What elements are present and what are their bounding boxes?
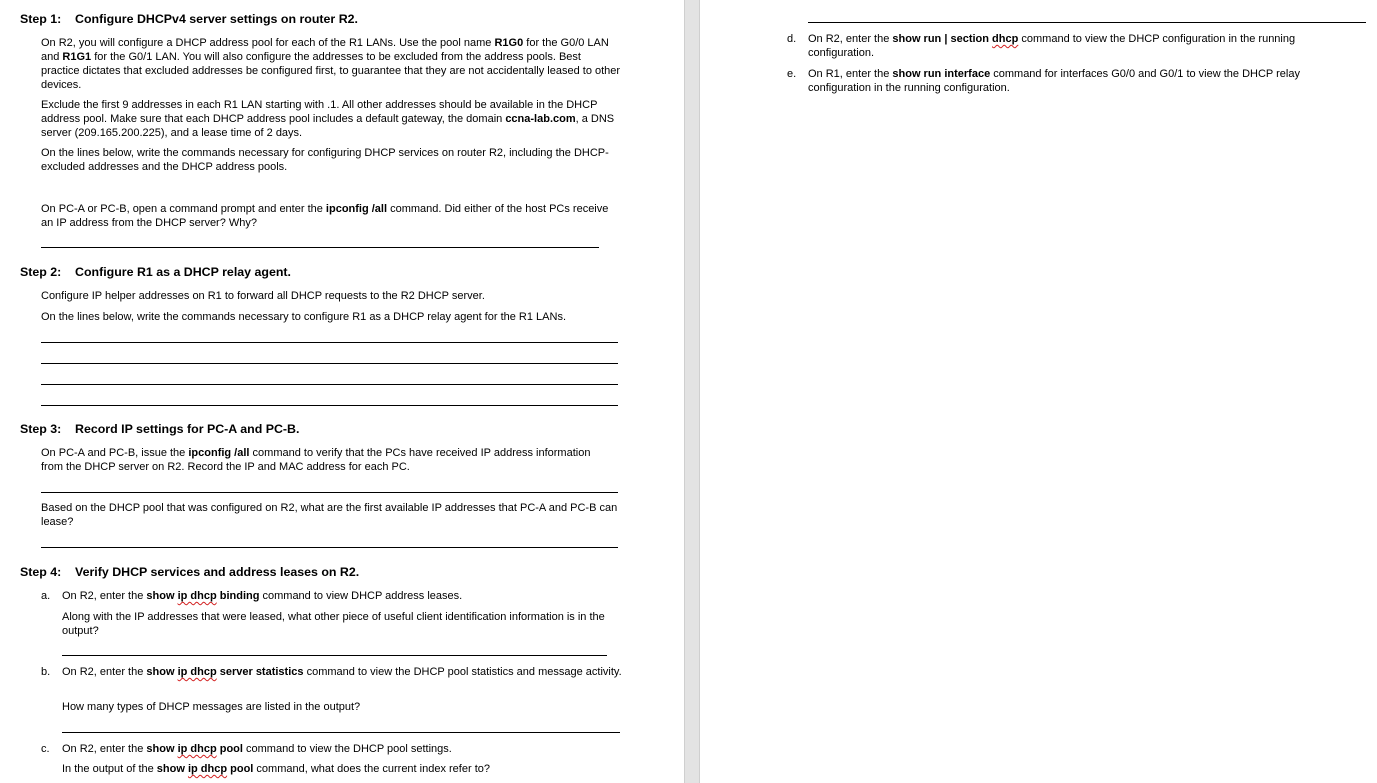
step2-number: Step 2: — [20, 265, 62, 279]
step2-paragraph-2: On the lines below, write the commands necessary to configure R1 as a DHCP relay agent for the R1 LANs. — [41, 311, 566, 323]
step2-heading — [20, 265, 291, 279]
pool-name-r1g1: R1G1 — [62, 51, 92, 63]
step1-paragraph-2: Exclude the first 9 addresses in each R1 LAN starting with .1. All other addresses should be available in the DHCP address pool. Make sure that each DHCP address pool includes a default gateway, the domain ccna-lab.com, a DNS server (209.165.200.225), and a lease time of 2 days. — [41, 99, 615, 139]
step1-title: Configure DHCPv4 server settings on router R2. — [75, 12, 358, 26]
document-page-2 — [700, 0, 1377, 783]
domain-name: ccna-lab.com — [505, 113, 576, 125]
step3-paragraph-1: On PC-A and PC-B, issue the ipconfig /all command to verify that the PCs have received IP address information from the DHCP server on R2. Record the IP and MAC address for each PC. — [41, 447, 591, 473]
answer-line[interactable] — [41, 247, 599, 248]
step4-item-a-question: Along with the IP addresses that were leased, what other piece of useful client identification information is in the output? — [62, 611, 605, 637]
show-ip-dhcp-server-statistics-command: show ip dhcp server statistics — [146, 666, 304, 678]
list-label-c: c. — [41, 743, 50, 755]
step1-paragraph-3: On the lines below, write the commands necessary for configuring DHCP services on router R2, including the DHCP-excluded addresses and the DHCP address pools. — [41, 147, 609, 173]
pool-name-r1g0: R1G0 — [494, 37, 524, 49]
list-label-b: b. — [41, 666, 51, 678]
step4-heading — [20, 565, 359, 579]
answer-line[interactable] — [41, 492, 618, 493]
step4-item-c: On R2, enter the show ip dhcp pool command to view the DHCP pool settings. — [62, 743, 452, 755]
step3-title: Record IP settings for PC-A and PC-B. — [75, 422, 300, 436]
ipconfig-command: ipconfig /all — [188, 447, 250, 459]
show-ip-dhcp-binding-command: show ip dhcp binding — [146, 590, 260, 602]
answer-line[interactable] — [41, 405, 618, 406]
list-label-d: d. — [787, 33, 797, 45]
show-run-interface-command: show run interface — [892, 68, 991, 80]
step3-paragraph-2: Based on the DHCP pool that was configured on R2, what are the first available IP addresses that PC-A and PC-B can lease? — [41, 502, 618, 528]
step2-paragraph-1: Configure IP helper addresses on R1 to forward all DHCP requests to the R2 DHCP server. — [41, 290, 485, 302]
step3-heading — [20, 422, 299, 436]
step4-item-b: On R2, enter the show ip dhcp server statistics command to view the DHCP pool statistics and message activity. — [62, 666, 622, 678]
list-label-e: e. — [787, 68, 797, 80]
show-ip-dhcp-pool-command: show ip dhcp pool — [146, 743, 243, 755]
step4-item-c-question: In the output of the show ip dhcp pool command, what does the current index refer to? — [62, 763, 490, 775]
answer-line[interactable] — [41, 547, 618, 548]
step1-number: Step 1: — [20, 12, 62, 26]
step4-item-b-question: How many types of DHCP messages are listed in the output? — [62, 701, 361, 713]
step1-paragraph-1: On R2, you will configure a DHCP address pool for each of the R1 LANs. Use the pool name R1G0 for the G0/0 LAN and R1G1 for the G0/1 LAN. You will also configure the addresses to be excluded from the address pools. Best practice dictates that excluded addresses be configured first, to guarantee that they are not accidentally leased to other devices. — [41, 37, 621, 91]
show-run-section-dhcp-command: show run | section dhcp — [892, 33, 1019, 45]
list-label-a: a. — [41, 590, 51, 602]
answer-line[interactable] — [41, 384, 618, 385]
step4-item-e: On R1, enter the show run interface command for interfaces G0/0 and G0/1 to view the DHCP relay configuration in the running configuration. — [808, 68, 1300, 94]
step1-heading — [20, 12, 358, 26]
step3-number: Step 3: — [20, 422, 62, 436]
step4-title: Verify DHCP services and address leases on R2. — [75, 565, 360, 579]
answer-line[interactable] — [41, 342, 618, 343]
answer-line[interactable] — [62, 732, 620, 733]
step4-item-d: On R2, enter the show run | section dhcp command to view the DHCP configuration in the running configuration. — [808, 33, 1296, 59]
ipconfig-command: ipconfig /all — [325, 203, 388, 215]
step2-title: Configure R1 as a DHCP relay agent. — [75, 265, 291, 279]
answer-line[interactable] — [41, 363, 618, 364]
answer-line[interactable] — [62, 655, 607, 656]
show-ip-dhcp-pool-command: show ip dhcp pool — [156, 763, 254, 775]
step4-number: Step 4: — [20, 565, 62, 579]
document-page-1 — [0, 0, 684, 783]
page-gutter — [684, 0, 700, 783]
step4-item-a: On R2, enter the show ip dhcp binding command to view DHCP address leases. — [62, 590, 463, 602]
step1-paragraph-4: On PC-A or PC-B, open a command prompt and enter the ipconfig /all command. Did either of the host PCs receive an IP address from the DHCP server? Why? — [41, 203, 609, 229]
answer-line[interactable] — [808, 22, 1366, 23]
